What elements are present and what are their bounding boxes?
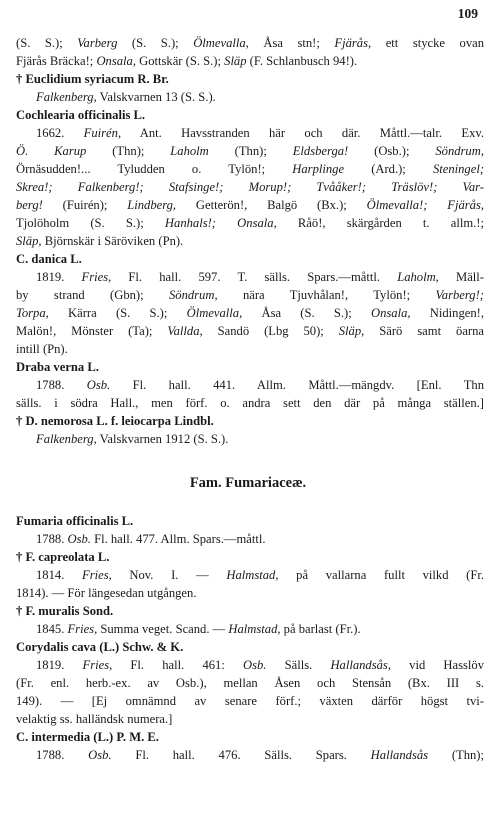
species-heading: C. intermedia (L.) P. M. E. (16, 730, 159, 744)
text-line: by strand (Gbn); Söndrum, nära Tjuvhålan!, Tylön!; Varberg!; (16, 288, 484, 302)
text-line: Örnäsudden!... Tyludden o. Tylön!; Harplinge (Ard.); Steningel; (16, 162, 484, 176)
family-title: Fam. Fumariaceæ. (189, 475, 307, 491)
species-heading: † D. nemorosa L. f. leiocarpa Lindbl. (16, 414, 214, 428)
species-heading: C. danica L. (16, 252, 82, 266)
species-heading: Cochlearia officinalis L. (16, 108, 146, 122)
species-heading: † F. muralis Sond. (16, 604, 114, 618)
text-line: 1662. Fuirén, Ant. Havsstranden här och där. Måttl.—talr. Exv. (36, 126, 484, 140)
text-line: Torpa, Kärra (S. S.); Ölmevalla, Åsa (S. S.); Onsala, Nidingen!, (16, 306, 484, 320)
text-line: 1788. Osb. Fl. hall. 441. Allm. Måttl.—mängdv. [Enl. Thn (36, 378, 484, 392)
text-line: berg! (Fuirén); Lindberg, Getterön!, Balgö (Bx.); Ölmevalla!; Fjärås, (16, 198, 484, 212)
text-line: Tjolöholm (S. S.); Hanhals!; Onsala, Råö!, skärgården t. allm.!; (16, 216, 484, 230)
text-line: (Fr. enl. herb.-ex. av Osb.), mellan Åsen och Stensån (Bx. III s. (16, 676, 484, 690)
text-line: 1814. Fries, Nov. I. — Halmstad, på vallarna fullt vilkd (Fr. (36, 568, 484, 582)
text-line: 149). — [Ej omnämnd av senare förf.; växten därför högst tvi- (16, 694, 484, 708)
text-line: velaktig ss. halländsk numera.] (16, 712, 173, 726)
text-line: Fjärås Bräcka!; Onsala, Gottskär (S. S.); Släp (F. Schlanbusch 94!). (16, 54, 358, 68)
text-line: 1845. Fries, Summa veget. Scand. — Halmstad, på barlast (Fr.). (36, 622, 361, 636)
text-line: intill (Pn). (16, 342, 68, 356)
species-heading: † Euclidium syriacum R. Br. (16, 72, 169, 86)
text-line: (S. S.); Varberg (S. S.); Ölmevalla, Åsa stn!; Fjärås, ett stycke ovan (16, 36, 484, 50)
page-number: 109 (457, 6, 478, 21)
species-heading: Corydalis cava (L.) Schw. & K. (16, 640, 184, 654)
text-line: 1788. Osb. Fl. hall. 476. Sälls. Spars. Hallandsås (Thn); (36, 748, 484, 762)
text-line: Malön!, Mönster (Ta); Vallda, Sandö (Lbg 50); Släp, Särö samt öarna (16, 324, 484, 338)
text-line: sälls. i södra Hall., men förf. o. andra sett den där på många ställen.] (16, 396, 484, 410)
text-line: Skrea!; Falkenberg!; Stafsinge!; Morup!; Tvååker!; Träslöv!; Var- (16, 180, 484, 194)
text-line: 1819. Fries, Fl. hall. 461: Osb. Sälls. Hallandsås, vid Hasslöv (36, 658, 484, 672)
species-heading: Draba verna L. (16, 360, 99, 374)
text-line: 1788. Osb. Fl. hall. 477. Allm. Spars.—måttl. (36, 532, 266, 546)
text-line: Falkenberg, Valskvarnen 1912 (S. S.). (36, 432, 229, 446)
species-heading: † F. capreolata L. (16, 550, 110, 564)
text-line: Falkenberg, Valskvarnen 13 (S. S.). (36, 90, 216, 104)
text-line: 1819. Fries, Fl. hall. 597. T. sälls. Spars.—måttl. Laholm, Mäll- (36, 270, 484, 284)
text-line: Ö. Karup (Thn); Laholm (Thn); Eldsberga! (Osb.); Söndrum, (16, 144, 484, 158)
text-line: Släp, Björnskär i Säröviken (Pn). (16, 234, 184, 248)
text-line: 1814). — För längesedan utgången. (16, 586, 197, 600)
species-heading: Fumaria officinalis L. (16, 514, 134, 528)
